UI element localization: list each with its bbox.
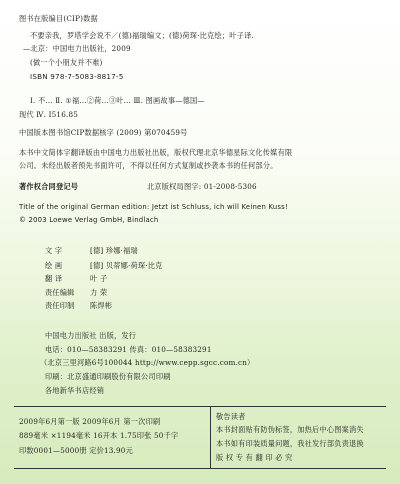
cip-heading: 图书在版编目(CIP)数据 (19, 14, 98, 23)
copyright-notice-line-2: 公司。未经出版者预先书面许可，不得以任何方式复制或抄袭本书的任何部分。 (19, 161, 278, 170)
cip-class-line-1: Ⅰ. 不… Ⅱ. ①福…②荷…③叶… Ⅲ. 图画故事—德国— (30, 96, 205, 105)
publisher-address: （北京三里河路6号100044 http://www.cepp.sgcc.com.cn） (40, 358, 255, 367)
credit-label-illustration: 绘 画 (45, 261, 63, 270)
divider-vertical (210, 406, 211, 468)
bottom-rule (14, 468, 386, 469)
registration-label: 著作权合同登记号 (19, 182, 79, 191)
reader-notice-line-2: 本书如有印装质量问题，我社发行部负责退换 (216, 439, 364, 448)
original-copyright: © 2003 Loewe Verlag GmbH, Bindlach (19, 216, 159, 224)
cip-line-1: 不要亲我，罗塔学会说不／(德)福瑞编文；(德)荷琛·比克绘；叶子译. (30, 31, 254, 40)
credit-label-editor: 责任编辑 (45, 288, 75, 297)
reader-notice-line-1: 本书封面贴有防伪标签，加热后中心图案消失 (216, 425, 364, 434)
credit-label-text: 文 字 (45, 246, 63, 255)
printer-info: 印刷：北京盛通印刷股份有限公司印刷 (45, 372, 171, 381)
copyright-notice-line-1: 本书中文简体字翻译版由中国电力出版社出版，版权代理北京华德星际文化传媒有限 (19, 148, 293, 157)
registration-value: 北京版权局图字: 01-2008-5306 (147, 182, 257, 191)
credit-value-illustration: [德] 贝蒂娜·荷琛·比克 (90, 261, 163, 270)
original-title: Title of the original German edition: Jetzt ist Schluss, ich will Keinen Kuss! (19, 203, 288, 211)
cip-class-line-2: 现代 Ⅳ. I516.85 (19, 110, 78, 119)
publisher-line-1: 中国电力出版社 出版，发行 (45, 331, 137, 340)
credit-value-translation: 叶 子 (90, 274, 108, 283)
credit-value-printing: 陈焊彬 (90, 301, 113, 310)
reader-notice-title: 敬告读者 (216, 412, 246, 421)
cip-line-3: (做一个小朋友并不难) (30, 58, 103, 67)
distributor-info: 各地新华书店经销 (45, 386, 105, 395)
print-info-line-3: 印数0001—5000册 定价13.90元 (19, 446, 133, 455)
print-info-line-1: 2009年6月第一版 2009年6月 第一次印刷 (19, 417, 161, 426)
credit-value-editor: 力 荣 (90, 288, 108, 297)
credit-label-printing: 责任印制 (45, 301, 75, 310)
credit-label-translation: 翻 译 (45, 274, 63, 283)
print-info-line-2: 889毫米 ×1194毫米 16开本 1.75印张 50千字 (19, 431, 179, 440)
cip-core-number: 中国版本图书馆CIP数据核字 (2009) 第070459号 (19, 128, 188, 137)
reader-notice-line-3: 版 权 专 有 翻 印 必 究 (216, 453, 293, 462)
credit-value-text: [德] 珍娜·福瑞 (90, 246, 138, 255)
cip-isbn: ISBN 978-7-5083-8817-5 (30, 72, 124, 81)
cip-line-2: —北京：中国电力出版社，2009 (23, 44, 131, 53)
publisher-phone: 电话：010—58383291 传真：010—58383291 (45, 345, 212, 354)
top-rule (14, 406, 386, 407)
